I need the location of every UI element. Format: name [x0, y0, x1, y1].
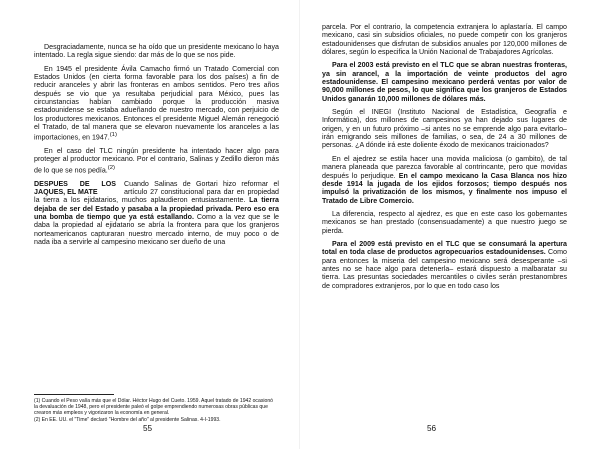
- paragraph: [322, 240, 567, 290]
- section-heading: DESPUES DE LOS JAQUES, EL MATE: [34, 179, 116, 196]
- emphasis: En el campo mexicano la Casa Blanca nos hizo desde 1914 la jugada de los ejidos forzosos; tiempo después nos impulsó la privatización de los mismos, y finalmente nos impuso el Tratado de Libre Comercio.: [322, 171, 567, 205]
- section: [34, 180, 279, 252]
- section-text-tail: Como a la vez que se le daba la propiedad al ejidatario se abría la frontera para que los granjeros norteamericanos capturaran nuestro mercado interno, de muy poco o de nada iba a servirle al campesino mexicano ser dueño de una: [34, 212, 279, 246]
- right-text-column: [322, 23, 567, 295]
- paragraph: [322, 155, 567, 205]
- paragraph: [34, 65, 279, 142]
- paragraph: La diferencia, respecto al ajedrez, es que en este caso los gobernantes mexicanos se han prestado (consensuadamente) a que nuestro juego se pierda.: [322, 209, 567, 235]
- paragraph: [322, 61, 567, 103]
- section-emphasis: La tierra dejaba de ser del Estado y pasaba a la propiedad privada. Pero eso era una bomba de tiempo que ya está estallando.: [34, 196, 279, 221]
- left-text-column: [34, 43, 279, 251]
- emphasis: Para el 2009 está previsto en el TLC que se consumará la apertura total en toda clase de productos agropecuarios estadounidenses.: [322, 239, 567, 257]
- section-text: Cuando Salinas de Gortari hizo reformar el artículo 27 constitucional para dar en propiedad la tierra a los ejidatarios, muchos aplaudieron entusiastamente.: [34, 179, 279, 205]
- footnote-mark: (1): [109, 132, 117, 139]
- footnote-rule: [34, 394, 114, 395]
- paragraph: Según el INEGI (Instituto Nacional de Estadística, Geografía e Informática), dos millones de campesinos ya han dejado sus lugares de origen, y en un futuro próximo –si antes no se emprende algo para evitarlo– irán emigrando seis millones de familias, o sea, de 24 a 30 millones de personas. ¿A dónde irá este doliente éxodo de mexicanos traicionados?: [322, 108, 567, 150]
- paragraph-text: Como para entonces la miseria del campesino mexicano será desesperante –si antes no se hace algo para detenerla– estará dispuesto a malbaratar su tierra. Las presuntas sociedades mercantiles o civiles serán prestanombres de compradores extranjeros, por lo que en todo caso los: [322, 248, 567, 290]
- page-number: 55: [143, 424, 153, 433]
- right-page: [300, 0, 600, 449]
- footnote: (2) En EE. UU. el "Time" declaró "Hombre del año" al presidente Salinas. 4-I-1993.: [34, 417, 221, 423]
- paragraph: Desgraciadamente, nunca se ha oído que un presidente mexicano lo haya intentado. La regla sigue siendo: dar más de lo que se nos pide.: [34, 43, 279, 60]
- paragraph: [34, 147, 279, 174]
- footnote: (1) Cuando el Peso valía más que el Dólar. Héctor Hugo del Cueto. 1959. Aquel tratado de 1942 ocasionó la devaluación de 1948, pero el presidente paleó el golpe emprendiendo numerosas obras públicas que crearon más empleos y vigorizaron la economía en general.: [34, 398, 273, 416]
- paragraph-text: En 1945 el presidente Ávila Camacho firmó un Tratado Comercial con Estados Unidos (en cierta forma favorable para los dos países) a fin de reducir aranceles y abrir las fronteras en ambos sentidos. Pero tres años después se vio que ya resultaba perjudicial para México, pues las circunstancias habían cambiado porque la producción masiva estadounidense se estaba adueñando de nuestro mercado, con perjuicio de los productores mexicanos. Entonces el presidente Miguel Alemán renegoció el Tratado, de tal manera que se elevaron nuevamente los aranceles a las importaciones, en 1947.: [34, 64, 279, 142]
- paragraph-text: En el caso del TLC ningún presidente ha intentado hacer algo para proteger al productor mexicano. Por el contrario, Salinas y Zedillo dieron más de lo que se nos pedía.: [34, 147, 279, 175]
- footnotes: [34, 398, 274, 424]
- emphasis: Para el 2003 está previsto en el TLC que se abran nuestras fronteras, ya sin arancel, a la importación de veinte productos del agro estadounidense. El campesino mexicano perderá ventas por valor de 90,000 millones de pesos, lo que significa que los granjeros de Estados Unidos ganarán 10,000 millones de dólares más.: [322, 61, 567, 103]
- footnote-mark: (2): [107, 164, 115, 171]
- paragraph: parcela. Por el contrario, la competencia extranjera lo aplastaría. El campo mexicano, casi sin subsidios oficiales, no puede competir con los granjeros estadounidenses que disfrutan de subsidios anuales por 120,000 millones de dólares, según lo especifica la Unión Nacional de Trabajadores Agrícolas.: [322, 23, 567, 57]
- paragraph-text: En el ajedrez se estila hacer una movida maliciosa (o gambito), de tal manera planeada que parezca favorable al contrincante, pero que movidas después lo perjudique.: [322, 154, 567, 180]
- page-number: 56: [427, 424, 437, 433]
